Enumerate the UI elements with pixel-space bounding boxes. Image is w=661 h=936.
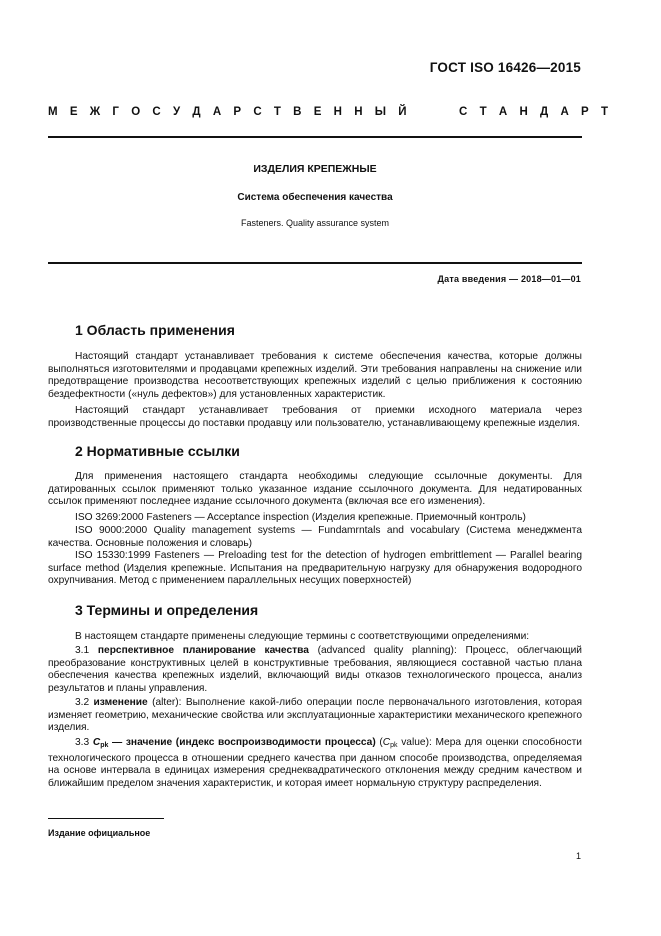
interstate-left-letter: Й [398,106,407,118]
standard-subtitle: Система обеспечения качества [237,192,393,203]
term-3-3-name: — значение (индекс воспроизводимости процесса) [108,737,376,748]
interstate-right-letter: Д [540,106,549,118]
interstate-left-letter: Р [233,106,242,118]
term-3-2 [48,697,582,735]
official-edition-label: Издание официальное [48,828,151,838]
interstate-left-letter: Н [354,106,363,118]
interstate-left-letter: Ы [374,106,387,118]
header-rule [48,136,582,138]
interstate-word-gap [419,106,447,118]
interstate-left-letter: Е [313,106,322,118]
interstate-left-letter: Ж [89,106,101,118]
standard-title: ИЗДЕЛИЯ КРЕПЕЖНЫЕ [253,163,377,175]
interstate-left-letter: Г [112,106,119,118]
interstate-right-letter: А [498,106,508,118]
interstate-left-letter: Д [192,106,201,118]
reference-iso-9000: ISO 9000:2000 Quality management systems — Fundamrntals and vocabulary (Система менеджмента качества. Основные положения и словарь) [48,525,582,549]
interstate-left-letter: М [48,106,58,118]
term-3-3-symbol-subscript: pk [100,742,109,749]
introduction-date: Дата введения — 2018—01—01 [437,274,581,284]
section-3-intro: В настоящем стандарте применены следующие термины с соответствующими определениями: [75,631,530,642]
section-1-paragraph-1: Настоящий стандарт устанавливает требования к системе обеспечения качества, которые должны выполняться изготовителями и продавцами крепежных изделий. Эти требования направлены на снижение или предотвращение производства несоответствующих крепежных изделий с целью приближения к состоянию бездефектности («нуль дефектов») для установленных характеристик. [48,351,582,400]
interstate-right-letter: Н [519,106,528,118]
term-3-1-number: 3.1 [75,645,90,656]
interstate-left-letter: Т [273,106,281,118]
term-3-3-symbol-inline-subscript: pk [390,742,398,749]
section-2-heading: 2 Нормативные ссылки [75,443,240,459]
term-3-3 [48,737,582,790]
interstate-right-letter: Т [600,106,608,118]
title-rule [48,262,582,264]
section-3-heading: 3 Термины и определения [75,602,259,618]
term-3-1-name: перспективное планирование качества [97,645,309,656]
interstate-right-letter: Т [479,106,487,118]
reference-iso-3269: ISO 3269:2000 Fasteners — Acceptance inspection (Изделия крепежные. Приемочный контроль) [75,512,526,523]
page-number: 1 [575,851,581,861]
term-3-2-name: изменение [93,697,148,708]
interstate-left-letter: А [212,106,222,118]
reference-iso-15330: ISO 15330:1999 Fasteners — Preloading test for the detection of hydrogen embrittlement — Parallel bearing surface method (Изделия крепежные. Испытания на предварительную нагрузку для обнаружения водородного охрупчивания. Метод с применением параллельных несущих поверхностей) [48,550,582,587]
interstate-right-letter: А [560,106,569,118]
interstate-left-letter: С [152,106,161,118]
interstate-left-letter: Н [333,106,342,118]
interstate-left-letter: Е [69,106,78,118]
term-3-3-symbol: C [92,737,101,748]
document-code: ГОСТ ISO 16426—2015 [429,60,581,75]
term-3-3-number: 3.3 [75,737,90,748]
term-3-1-definition: (advanced quality planning): Процесс, облегчающий преобразование конструктивных целей в конструктивные требования, являющиеся составной частью плана обеспечения качества крепежных изделий, включающий виды отказов технологического процесса, анализ результатов и планы управления. [48,645,582,694]
interstate-standard-banner [48,106,608,118]
section-2-paragraph-1: Для применения настоящего стандарта необходимы следующие ссылочные документы. Для датированных ссылок применяют только указанное издание ссылочного документа. Для недатированных ссылок применяют последнее издание ссылочного документа (включая все его изменения). [48,471,582,508]
term-3-3-definition: value): Мера для оценки способности технологического процесса в отношении среднего качества при данном способе производства, определяемая на основе интервала в единицах измерения среднеквадратического отклонения между средним качеством и ближайшим пределом значения характеристик, и которая имеет нормальную структуру распределения. [48,737,582,789]
standard-title-english: Fasteners. Quality assurance system [240,218,390,228]
term-3-2-number: 3.2 [75,697,90,708]
interstate-right-letter: С [459,106,468,118]
footer-rule [48,818,164,819]
term-3-1 [48,645,582,695]
interstate-right-letter: Р [581,106,589,118]
interstate-left-letter: У [172,106,181,118]
interstate-left-letter: В [293,106,302,118]
interstate-left-letter: С [253,106,262,118]
interstate-left-letter: О [131,106,141,118]
section-1-heading: 1 Область применения [75,322,235,338]
section-1-paragraph-2: Настоящий стандарт устанавливает требования от приемки исходного материала через производственные процессы до поставки продавцу или пользователю, устанавливающему крепежные изделия. [48,405,582,429]
term-3-3-paren: ( [375,737,383,748]
term-3-3-symbol-inline: C [382,737,391,748]
term-3-2-definition: (alter): Выполнение какой-либо операции после первоначального изготовления, которая изменяет геометрию, механические свойства или эксплуатационные характеристики механического крепежного изделия. [48,697,582,734]
